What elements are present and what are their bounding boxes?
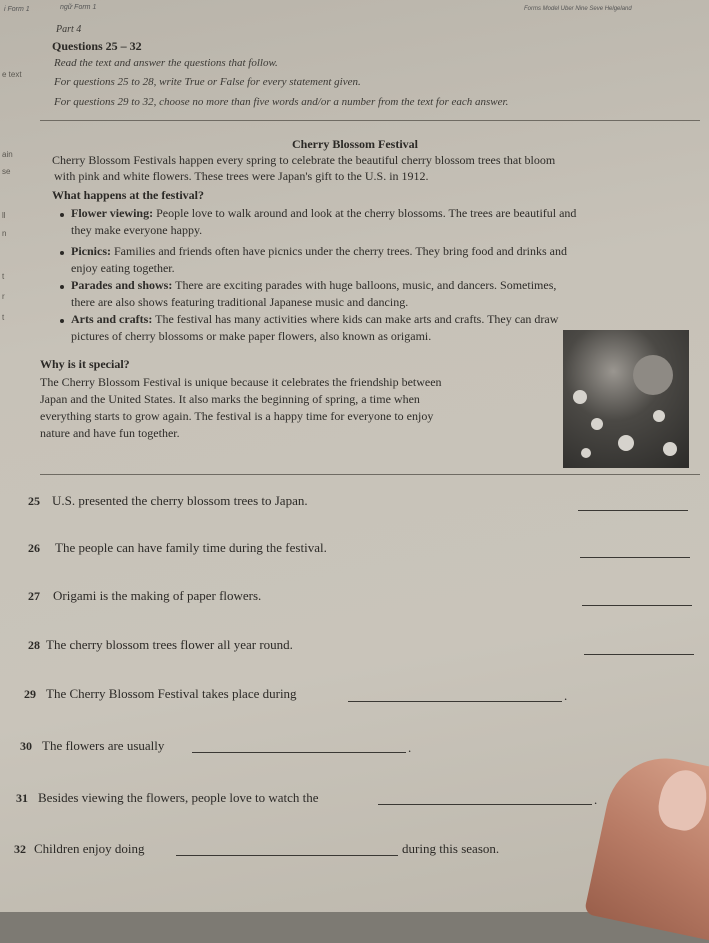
instruction-3: For questions 29 to 32, choose no more than five words and/or a number from the text for each answer.	[54, 96, 509, 108]
cherry-blossom-photo	[563, 330, 689, 468]
intro-line-1: Cherry Blossom Festivals happen every spring to celebrate the beautiful cherry blossom trees that bloom	[52, 153, 556, 167]
article-bottom-rule	[40, 474, 700, 475]
question-31-text: Besides viewing the flowers, people love to watch the	[38, 790, 319, 805]
margin-fragment: r	[2, 292, 5, 301]
part-label: Part 4	[56, 24, 82, 35]
question-29-text: The Cherry Blossom Festival takes place during	[46, 686, 297, 701]
instruction-1: Read the text and answer the questions that follow.	[54, 57, 278, 69]
question-number: 29	[24, 687, 36, 701]
special-line-2: Japan and the United States. It also marks the beginning of spring, a time when	[40, 392, 420, 406]
answer-blank-30[interactable]	[192, 752, 406, 753]
questions-heading: Questions 25 – 32	[52, 39, 142, 53]
question-28-text: The cherry blossom trees flower all year round.	[46, 637, 293, 652]
answer-blank-31[interactable]	[378, 804, 592, 805]
margin-fragment: n	[2, 229, 7, 238]
question-number: 31	[16, 791, 28, 805]
question-25-text: U.S. presented the cherry blossom trees to Japan.	[52, 493, 308, 508]
special-line-4: nature and have fun together.	[40, 426, 180, 440]
bullet-parades: Parades and shows: There are exciting parades with huge balloons, music, and dancers. Sometimes,	[71, 278, 557, 292]
answer-blank-32[interactable]	[176, 855, 398, 856]
question-number: 26	[28, 541, 40, 555]
header-right: Forms Model Uber Nine Seve Helgeland	[524, 6, 632, 12]
bullet-picnics: Picnics: Families and friends often have picnics under the cherry trees. They bring food and drinks and	[71, 244, 567, 258]
bullet-picnics-cont: enjoy eating together.	[71, 261, 175, 275]
bullet-dot	[60, 251, 64, 255]
margin-fragment: se	[2, 167, 11, 176]
question-number: 28	[28, 638, 40, 652]
margin-fragment: ll	[2, 211, 6, 220]
bullet-flower-viewing: Flower viewing: People love to walk around and look at the cherry blossoms. The trees are beautiful and	[71, 206, 577, 220]
bullet-parades-cont: there are also shows featuring traditional Japanese music and dancing.	[71, 295, 409, 309]
section-heading-why-special: Why is it special?	[40, 357, 130, 371]
section-heading-what-happens: What happens at the festival?	[52, 188, 205, 202]
bullet-dot	[60, 285, 64, 289]
answer-blank-28[interactable]	[584, 654, 694, 655]
question-27-text: Origami is the making of paper flowers.	[53, 588, 262, 603]
special-line-1: The Cherry Blossom Festival is unique because it celebrates the friendship between	[40, 375, 442, 389]
margin-fragment: t	[2, 313, 5, 322]
question-30-text: The flowers are usually	[42, 738, 165, 753]
margin-fragment: t	[2, 272, 5, 281]
bullet-flower-viewing-cont: they make everyone happy.	[71, 223, 203, 237]
bullet-dot	[60, 319, 64, 323]
article-title: Cherry Blossom Festival	[292, 137, 418, 151]
bullet-arts-crafts-cont: pictures of cherry blossoms or make paper flowers, also known as origami.	[71, 329, 432, 343]
bullet-dot	[60, 213, 64, 217]
answer-blank-26[interactable]	[580, 557, 690, 558]
bullet-arts-crafts: Arts and crafts: The festival has many activities where kids can make arts and crafts. They can draw	[71, 312, 559, 326]
question-31-end: .	[594, 792, 598, 807]
margin-fragment: e text	[2, 70, 22, 79]
header-center: ngữ Form 1	[60, 4, 97, 11]
special-line-3: everything starts to grow again. The festival is a happy time for everyone to enjoy	[40, 409, 434, 423]
answer-blank-25[interactable]	[578, 510, 688, 511]
question-32-end: during this season.	[402, 841, 500, 856]
question-30-end: .	[408, 740, 412, 755]
instruction-2: For questions 25 to 28, write True or False for every statement given.	[54, 76, 361, 88]
question-number: 25	[28, 494, 40, 508]
margin-fragment: ain	[2, 150, 13, 159]
question-26-text: The people can have family time during the festival.	[55, 540, 327, 555]
question-number: 27	[28, 589, 40, 603]
answer-blank-29[interactable]	[348, 701, 562, 702]
intro-line-2: with pink and white flowers. These trees were Japan's gift to the U.S. in 1912.	[54, 169, 429, 183]
question-number: 32	[14, 842, 26, 856]
header-left: i Form 1	[4, 6, 30, 13]
question-32-text: Children enjoy doing	[34, 841, 145, 856]
question-number: 30	[20, 739, 32, 753]
answer-blank-27[interactable]	[582, 605, 692, 606]
question-29-end: .	[564, 688, 568, 703]
article-top-rule	[40, 120, 700, 121]
